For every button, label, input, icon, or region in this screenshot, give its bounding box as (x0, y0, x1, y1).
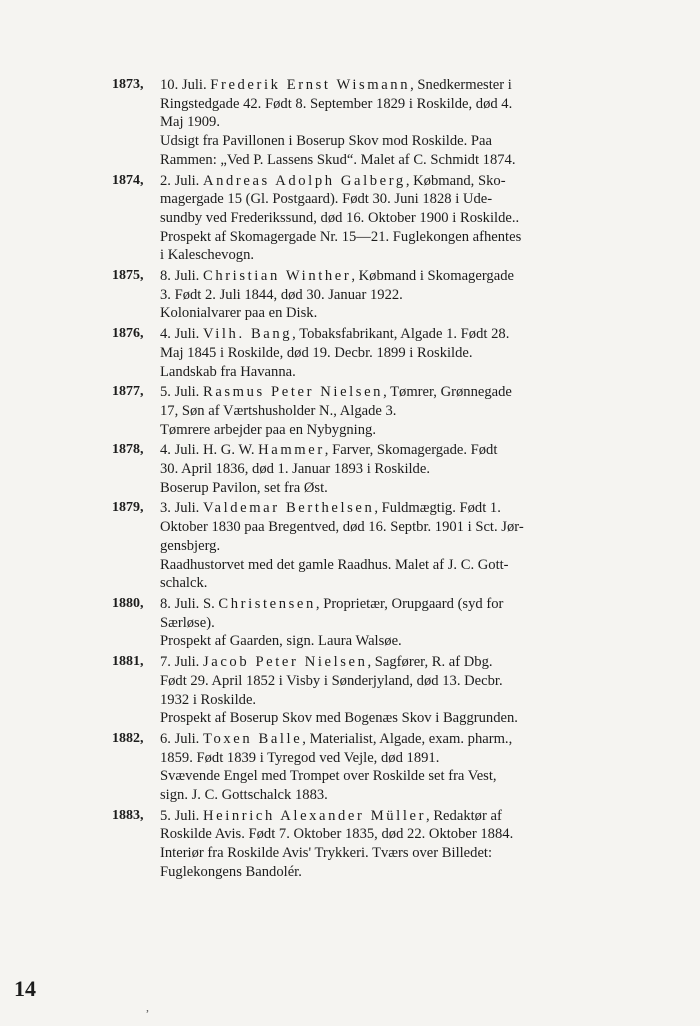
entry-line (160, 113, 578, 132)
text-segment: 7. Juli. (160, 654, 203, 671)
entry-line (160, 767, 578, 786)
entry-year: 1878, (112, 442, 144, 458)
entry-line (160, 709, 578, 728)
entry (112, 730, 578, 805)
person-name: Valdemar Berthelsen (202, 500, 375, 517)
entry (112, 807, 578, 882)
entry-line (160, 190, 578, 209)
text-segment: Maj 1845 i Roskilde, død 19. Decbr. 1899 i Roskilde. (160, 344, 473, 361)
text-segment: sign. J. C. Gottschalck 1883. (160, 787, 328, 804)
entry-year: 1879, (112, 500, 144, 516)
entry-line (160, 595, 578, 614)
entry-line (160, 614, 578, 633)
text-segment: 3. Født 2. Juli 1844, død 30. Januar 1922. (160, 286, 403, 303)
text-segment: , Fuldmægtig. Født 1. (374, 500, 501, 517)
text-segment: Landskab fra Havanna. (160, 363, 296, 380)
text-segment: gensbjerg. (160, 537, 221, 554)
entry-line (160, 151, 578, 170)
entry-line (160, 807, 578, 826)
entry-line (160, 556, 578, 575)
text-segment: Maj 1909. (160, 114, 220, 131)
page-number: 14 (14, 976, 36, 1001)
text-segment: Særløse). (160, 614, 215, 631)
entry-line (160, 574, 578, 593)
text-segment: 5. Juli. (160, 807, 203, 824)
text-segment: 6. Juli. (160, 730, 203, 747)
text-segment: Oktober 1830 paa Bregentved, død 16. Septbr. 1901 i Sct. Jør- (160, 519, 524, 536)
text-segment: 4. Juli. H. G. W. (160, 442, 259, 459)
entry-line (160, 825, 578, 844)
person-name: Rasmus Peter Nielsen (202, 384, 384, 401)
text-segment: , Redaktør af (426, 807, 502, 824)
entry-line (160, 95, 578, 114)
entry-line (160, 479, 578, 498)
entry-line (160, 383, 578, 402)
entry (112, 441, 578, 497)
entry-line (160, 228, 578, 247)
entry (112, 76, 578, 170)
person-name: Jacob Peter Nielsen (202, 654, 368, 671)
entry (112, 499, 578, 593)
entry-year: 1882, (112, 730, 144, 746)
entry-year: 1876, (112, 326, 144, 342)
text-segment: 8. Juli. S. (160, 595, 219, 612)
text-segment: 1932 i Roskilde. (160, 691, 257, 708)
entry-line (160, 730, 578, 749)
text-segment: Fuglekongens Bandolér. (160, 863, 302, 880)
entry-line (160, 691, 578, 710)
entry (112, 595, 578, 651)
entry-line (160, 286, 578, 305)
person-name: Frederik Ernst Wismann (210, 77, 411, 93)
text-segment: 10. Juli. (160, 77, 211, 93)
text-segment: , Snedkermester i (410, 77, 512, 93)
entry-line (160, 518, 578, 537)
text-segment: , Sagfører, R. af Dbg. (367, 654, 493, 671)
person-name: Christian Winther (202, 268, 352, 285)
text-segment: 1859. Født 1839 i Tyregod ved Vejle, død 1891. (160, 749, 440, 766)
entry-line (160, 441, 578, 460)
entry-line (160, 402, 578, 421)
text-segment: , Materialist, Algade, exam. pharm., (302, 730, 513, 747)
text-segment: Interiør fra Roskilde Avis' Trykkeri. Tværs over Billedet: (160, 845, 493, 862)
entry (112, 653, 578, 728)
entry (112, 383, 578, 439)
entry-line (160, 499, 578, 518)
entry-year: 1883, (112, 807, 144, 823)
text-segment: 8. Juli. (160, 268, 203, 285)
person-name: Vilh. Bang (202, 326, 293, 343)
entry-line (160, 749, 578, 768)
text-segment: Prospekt af Skomagergade Nr. 15—21. Fuglekongen afhentes (160, 228, 522, 245)
text-segment: Boserup Pavilon, set fra Øst. (160, 479, 328, 496)
person-name: Andreas Adolph Galberg (202, 172, 406, 189)
entry-line (160, 246, 578, 265)
person-name: Toxen Balle (202, 730, 303, 747)
entry-line (160, 76, 578, 95)
text-segment: 30. April 1836, død 1. Januar 1893 i Roskilde. (160, 461, 430, 478)
entry (112, 325, 578, 381)
text-segment: 5. Juli. (160, 384, 203, 401)
text-segment: 3. Juli. (160, 500, 203, 517)
person-name: Hammer (258, 442, 325, 459)
entry-year: 1875, (112, 268, 144, 284)
entry-line (160, 786, 578, 805)
entry-list (112, 76, 578, 884)
person-name: Christensen (218, 595, 316, 612)
text-segment: 17, Søn af Værtshusholder N., Algade 3. (160, 402, 397, 419)
text-segment: sundby ved Frederikssund, død 16. Oktober 1900 i Roskilde.. (160, 209, 520, 226)
entry-line (160, 653, 578, 672)
entry-line (160, 460, 578, 479)
entry-line (160, 267, 578, 286)
entry-line (160, 132, 578, 151)
entry-line (160, 363, 578, 382)
entry-year: 1881, (112, 654, 144, 670)
text-segment: , Købmand i Skomagergade (351, 268, 514, 285)
text-segment: Tømrere arbejder paa en Nybygning. (160, 421, 376, 438)
text-segment: Prospekt af Gaarden, sign. Laura Walsøe. (160, 633, 402, 650)
text-segment: Prospekt af Boserup Skov med Bogenæs Skov i Baggrunden. (160, 710, 518, 727)
text-segment: schalck. (160, 575, 208, 592)
entry (112, 172, 578, 266)
entry-line (160, 421, 578, 440)
text-segment: Kolonialvarer paa en Disk. (160, 305, 318, 322)
text-segment: Udsigt fra Pavillonen i Boserup Skov mod Roskilde. Paa (160, 133, 492, 150)
text-segment: magergade 15 (Gl. Postgaard). Født 30. Juni 1828 i Ude- (160, 191, 493, 208)
text-segment: , Farver, Skomagergade. Født (324, 442, 498, 459)
text-segment: , Proprietær, Orupgaard (syd for (315, 595, 504, 612)
entry-line (160, 863, 578, 882)
text-segment: Raadhustorvet med det gamle Raadhus. Malet af J. C. Gott- (160, 556, 509, 573)
entry-line (160, 172, 578, 191)
text-segment: Ringstedgade 42. Født 8. September 1829 i Roskilde, død 4. (160, 95, 513, 112)
entry-line (160, 844, 578, 863)
text-segment: , Tobaksfabrikant, Algade 1. Født 28. (292, 326, 510, 343)
stray-mark: , (146, 1000, 149, 1014)
entry-line (160, 209, 578, 228)
text-segment: 4. Juli. (160, 326, 203, 343)
entry (112, 267, 578, 323)
entry-line (160, 344, 578, 363)
entry-line (160, 672, 578, 691)
entry-line (160, 632, 578, 651)
text-segment: i Kaleschevogn. (160, 247, 255, 264)
text-segment: 2. Juli. (160, 172, 203, 189)
text-segment: Rammen: „Ved P. Lassens Skud“. Malet af C. Schmidt 1874. (160, 151, 516, 168)
person-name: Heinrich Alexander Müller (202, 807, 427, 824)
entry-year: 1874, (112, 172, 144, 188)
text-segment: Svævende Engel med Trompet over Roskilde set fra Vest, (160, 768, 497, 785)
text-segment: , Købmand, Sko- (405, 172, 506, 189)
text-segment: Født 29. April 1852 i Visby i Sønderjyland, død 13. Decbr. (160, 672, 503, 689)
text-segment: , Tømrer, Grønnegade (383, 384, 512, 401)
entry-year: 1880, (112, 595, 144, 611)
entry-line (160, 325, 578, 344)
entry-line (160, 537, 578, 556)
entry-year: 1877, (112, 384, 144, 400)
entry-year: 1873, (112, 77, 144, 92)
text-segment: Roskilde Avis. Født 7. Oktober 1835, død 22. Oktober 1884. (160, 826, 514, 843)
entry-line (160, 304, 578, 323)
